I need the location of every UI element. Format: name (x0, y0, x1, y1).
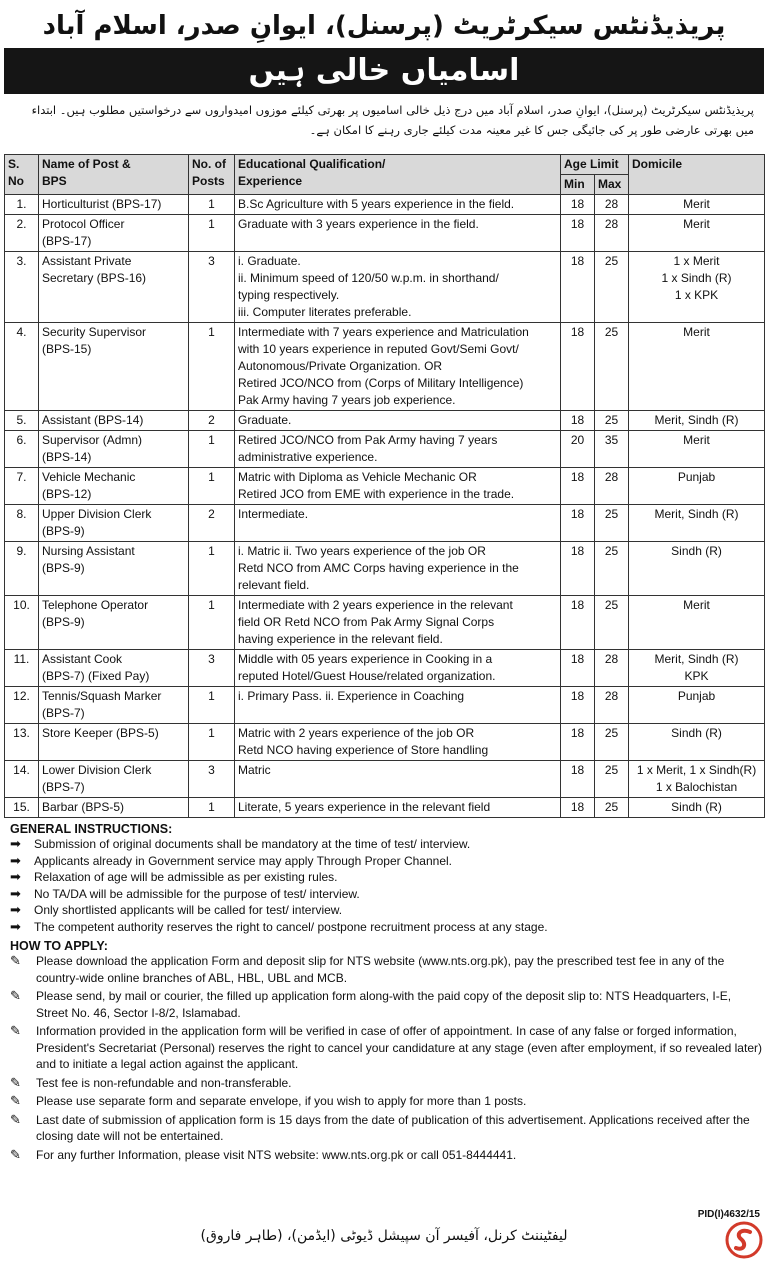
apply-step-text: Last date of submission of application form is 15 days from the date of publication of this advertisement. Applications received after the closing date will not be entertained. (36, 1112, 750, 1143)
cell-posts: 1 (189, 195, 235, 215)
watermark-logo-icon (724, 1220, 764, 1265)
intro-paragraph: پریذیڈنٹس سیکرٹریٹ (پرسنل)، ایوانِ صدر، اسلام آباد میں درج ذیل خالی اسامیوں پر بھرتی کیلئے موزوں امیدواروں سے درخواستیں مطلوب ہیں۔ ابتداء میں بھرتی عارضی طور پر کی جائیگی جس کا غیر معینہ مدت کیلئے جاری رہنے کا امکان ہے۔ (31, 103, 754, 137)
cell-posts: 3 (189, 252, 235, 323)
cell-sno: 3. (5, 252, 39, 323)
cell-sno: 2. (5, 215, 39, 252)
cell-post: Protocol Officer (BPS-17) (39, 215, 189, 252)
cell-domicile: Punjab (629, 468, 765, 505)
pencil-icon: ✎ (10, 1093, 21, 1108)
list-item (10, 953, 764, 986)
cell-posts: 3 (189, 761, 235, 798)
cell-age-max: 35 (595, 431, 629, 468)
signature-line: لیفٹیننٹ کرنل، آفیسر آن سپیشل ڈیوٹی (ایڈمن)، (طاہر فاروق) (200, 1228, 568, 1244)
list-item (10, 886, 764, 903)
cell-domicile: 1 x Merit 1 x Sindh (R) 1 x KPK (629, 252, 765, 323)
cell-posts: 1 (189, 323, 235, 411)
cell-qualification: Literate, 5 years experience in the relevant field (235, 798, 561, 818)
cell-domicile: Merit (629, 215, 765, 252)
header-age-limit: Age Limit (561, 155, 629, 175)
list-item (10, 836, 764, 853)
list-item (10, 1023, 764, 1073)
cell-age-min: 18 (561, 542, 595, 596)
instruction-text: Relaxation of age will be admissible as per existing rules. (34, 870, 338, 884)
cell-sno: 7. (5, 468, 39, 505)
vacancies-table (4, 154, 765, 818)
instruction-text: Applicants already in Government service may apply Through Proper Channel. (34, 853, 452, 868)
cell-qualification: Graduate. (235, 411, 561, 431)
arrow-icon: ➡ (10, 836, 21, 851)
cell-domicile: Punjab (629, 687, 765, 724)
cell-sno: 1. (5, 195, 39, 215)
header-sno: S. No (5, 155, 39, 195)
cell-age-max: 28 (595, 650, 629, 687)
cell-posts: 3 (189, 650, 235, 687)
cell-age-max: 25 (595, 323, 629, 411)
cell-qualification: B.Sc Agriculture with 5 years experience in the field. (235, 195, 561, 215)
apply-step-text: Please send, by mail or courier, the filled up application form along-with the paid copy of the deposit slip to: NTS Headquarters, I-E, Street No. 46, Sector I-8/2, Islamabad. (36, 989, 732, 1020)
table-row (5, 215, 765, 252)
cell-post: Horticulturist (BPS-17) (39, 195, 189, 215)
cell-domicile: 1 x Merit, 1 x Sindh(R) 1 x Balochistan (629, 761, 765, 798)
table-row (5, 761, 765, 798)
table-row (5, 596, 765, 650)
cell-sno: 8. (5, 505, 39, 542)
how-to-apply-list (4, 953, 764, 1163)
cell-qualification: Graduate with 3 years experience in the field. (235, 215, 561, 252)
table-row (5, 724, 765, 761)
apply-step-text: For any further Information, please visit NTS website: www.nts.org.pk or call 051-8444441. (36, 1147, 517, 1162)
general-instructions-title: GENERAL INSTRUCTIONS: (10, 822, 173, 836)
cell-posts: 2 (189, 505, 235, 542)
cell-age-min: 18 (561, 505, 595, 542)
cell-age-min: 18 (561, 468, 595, 505)
pencil-icon: ✎ (10, 1146, 21, 1162)
cell-posts: 1 (189, 724, 235, 761)
cell-age-max: 25 (595, 761, 629, 798)
cell-post: Barbar (BPS-5) (39, 798, 189, 818)
table-row (5, 798, 765, 818)
cell-age-max: 28 (595, 687, 629, 724)
list-item (10, 1147, 764, 1164)
table-row (5, 252, 765, 323)
table-row (5, 323, 765, 411)
cell-age-min: 18 (561, 195, 595, 215)
cell-domicile: Sindh (R) (629, 798, 765, 818)
cell-age-max: 25 (595, 505, 629, 542)
apply-step-text: Test fee is non-refundable and non-transferable. (36, 1075, 292, 1090)
table-row (5, 195, 765, 215)
list-item (10, 1093, 764, 1110)
instruction-text: The competent authority reserves the right to cancel/ postpone recruitment process at any stage. (34, 919, 548, 934)
cell-sno: 6. (5, 431, 39, 468)
cell-post: Store Keeper (BPS-5) (39, 724, 189, 761)
cell-age-min: 18 (561, 761, 595, 798)
cell-post: Upper Division Clerk (BPS-9) (39, 505, 189, 542)
cell-post: Assistant (BPS-14) (39, 411, 189, 431)
cell-qualification: i. Graduate. ii. Minimum speed of 120/50 w.p.m. in shorthand/ typing respectively. iii. Computer literates preferable. (235, 252, 561, 323)
instruction-text: No TA/DA will be admissible for the purpose of test/ interview. (34, 886, 360, 901)
list-item (10, 919, 764, 936)
cell-age-max: 25 (595, 596, 629, 650)
cell-qualification: Intermediate with 7 years experience and Matriculation with 10 years experience in reputed Govt/Semi Govt/ Autonomous/Private Organization. OR Retired JCO/NCO from (Corps of Military Intelligence) Pak Army having 7 years job experience. (235, 323, 561, 411)
cell-age-min: 18 (561, 724, 595, 761)
cell-sno: 14. (5, 761, 39, 798)
cell-age-max: 25 (595, 411, 629, 431)
table-row (5, 431, 765, 468)
list-item (10, 1112, 764, 1145)
arrow-icon: ➡ (10, 869, 21, 884)
cell-age-min: 20 (561, 431, 595, 468)
cell-posts: 1 (189, 468, 235, 505)
cell-sno: 9. (5, 542, 39, 596)
header-posts: No. of Posts (189, 155, 235, 195)
cell-domicile: Merit, Sindh (R) KPK (629, 650, 765, 687)
cell-age-min: 18 (561, 252, 595, 323)
apply-step-text: Please use separate form and separate envelope, if you wish to apply for more than 1 posts. (36, 1094, 527, 1108)
list-item (10, 853, 764, 870)
cell-posts: 1 (189, 687, 235, 724)
header-qualification: Educational Qualification/ Experience (235, 155, 561, 195)
pencil-icon: ✎ (10, 1023, 21, 1038)
table-row (5, 687, 765, 724)
cell-post: Supervisor (Admn) (BPS-14) (39, 431, 189, 468)
cell-posts: 1 (189, 596, 235, 650)
cell-sno: 15. (5, 798, 39, 818)
cell-sno: 13. (5, 724, 39, 761)
cell-sno: 4. (5, 323, 39, 411)
cell-domicile: Sindh (R) (629, 542, 765, 596)
header-age-min: Min (561, 175, 595, 195)
cell-sno: 5. (5, 411, 39, 431)
cell-qualification: Matric with Diploma as Vehicle Mechanic OR Retired JCO from EME with experience in the trade. (235, 468, 561, 505)
cell-age-min: 18 (561, 323, 595, 411)
arrow-icon: ➡ (10, 918, 21, 934)
cell-qualification: Retired JCO/NCO from Pak Army having 7 years administrative experience. (235, 431, 561, 468)
cell-qualification: Matric (235, 761, 561, 798)
cell-age-min: 18 (561, 411, 595, 431)
cell-domicile: Merit (629, 596, 765, 650)
cell-qualification: Matric with 2 years experience of the job OR Retd NCO having experience of Store handling (235, 724, 561, 761)
pid-number: PID(I)4632/15 (697, 1209, 760, 1220)
cell-age-max: 25 (595, 252, 629, 323)
general-instructions-list (4, 836, 764, 935)
cell-age-max: 25 (595, 542, 629, 596)
table-row (5, 505, 765, 542)
cell-post: Nursing Assistant (BPS-9) (39, 542, 189, 596)
cell-post: Lower Division Clerk (BPS-7) (39, 761, 189, 798)
apply-step-text: Please download the application Form and deposit slip for NTS website (www.nts.org.pk), pay the prescribed test fee in any of the country-wide online branches of ABL, HBL, UBL and MCB. (36, 954, 725, 985)
cell-domicile: Merit, Sindh (R) (629, 411, 765, 431)
cell-post: Tennis/Squash Marker (BPS-7) (39, 687, 189, 724)
cell-age-min: 18 (561, 215, 595, 252)
cell-posts: 1 (189, 798, 235, 818)
header-post: Name of Post & BPS (39, 155, 189, 195)
pencil-icon: ✎ (10, 1074, 21, 1090)
how-to-apply-title: HOW TO APPLY: (10, 939, 108, 953)
cell-qualification: i. Primary Pass. ii. Experience in Coaching (235, 687, 561, 724)
cell-age-min: 18 (561, 650, 595, 687)
cell-age-max: 28 (595, 215, 629, 252)
cell-domicile: Merit (629, 195, 765, 215)
instruction-text: Submission of original documents shall be mandatory at the time of test/ interview. (34, 837, 471, 851)
pencil-icon: ✎ (10, 988, 21, 1003)
cell-post: Telephone Operator (BPS-9) (39, 596, 189, 650)
cell-posts: 1 (189, 542, 235, 596)
list-item (10, 869, 764, 886)
cell-domicile: Merit (629, 323, 765, 411)
table-row (5, 411, 765, 431)
vacancies-banner: اسامیاں خالی ہیں (4, 48, 764, 94)
cell-posts: 1 (189, 215, 235, 252)
cell-domicile: Merit, Sindh (R) (629, 505, 765, 542)
arrow-icon: ➡ (10, 852, 21, 868)
cell-sno: 12. (5, 687, 39, 724)
cell-sno: 11. (5, 650, 39, 687)
cell-age-max: 28 (595, 195, 629, 215)
cell-post: Assistant Private Secretary (BPS-16) (39, 252, 189, 323)
table-row (5, 650, 765, 687)
header-domicile: Domicile (629, 155, 765, 195)
cell-qualification: i. Matric ii. Two years experience of the job OR Retd NCO from AMC Corps having experience in the relevant field. (235, 542, 561, 596)
arrow-icon: ➡ (10, 902, 21, 917)
apply-step-text: Information provided in the application form will be verified in case of offer of appointment. In case of any false or forged information, President's Secretariat (Personal) reserves the right to cancel your candidature at any stage (even after employment, if so revealed later) and to initiate a legal action against the applicant. (36, 1024, 762, 1071)
header-age-max: Max (595, 175, 629, 195)
cell-age-min: 18 (561, 596, 595, 650)
table-row (5, 468, 765, 505)
cell-qualification: Intermediate. (235, 505, 561, 542)
cell-age-min: 18 (561, 687, 595, 724)
cell-qualification: Intermediate with 2 years experience in the relevant field OR Retd NCO from Pak Army Signal Corps having experience in the relevant field. (235, 596, 561, 650)
cell-age-max: 25 (595, 724, 629, 761)
cell-post: Vehicle Mechanic (BPS-12) (39, 468, 189, 505)
list-item (10, 902, 764, 919)
cell-qualification: Middle with 05 years experience in Cooking in a reputed Hotel/Guest House/related organization. (235, 650, 561, 687)
arrow-icon: ➡ (10, 885, 21, 901)
cell-age-max: 28 (595, 468, 629, 505)
cell-age-max: 25 (595, 798, 629, 818)
cell-domicile: Sindh (R) (629, 724, 765, 761)
cell-post: Assistant Cook (BPS-7) (Fixed Pay) (39, 650, 189, 687)
pencil-icon: ✎ (10, 1111, 21, 1127)
cell-posts: 2 (189, 411, 235, 431)
cell-sno: 10. (5, 596, 39, 650)
table-row (5, 542, 765, 596)
list-item (10, 988, 764, 1021)
page-title: پریذیڈنٹس سیکرٹریٹ (پرسنل)، ایوانِ صدر، اسلام آباد (42, 11, 726, 41)
cell-posts: 1 (189, 431, 235, 468)
instruction-text: Only shortlisted applicants will be called for test/ interview. (34, 903, 343, 917)
pencil-icon: ✎ (10, 953, 21, 968)
cell-domicile: Merit (629, 431, 765, 468)
cell-age-min: 18 (561, 798, 595, 818)
cell-post: Security Supervisor (BPS-15) (39, 323, 189, 411)
list-item (10, 1075, 764, 1092)
